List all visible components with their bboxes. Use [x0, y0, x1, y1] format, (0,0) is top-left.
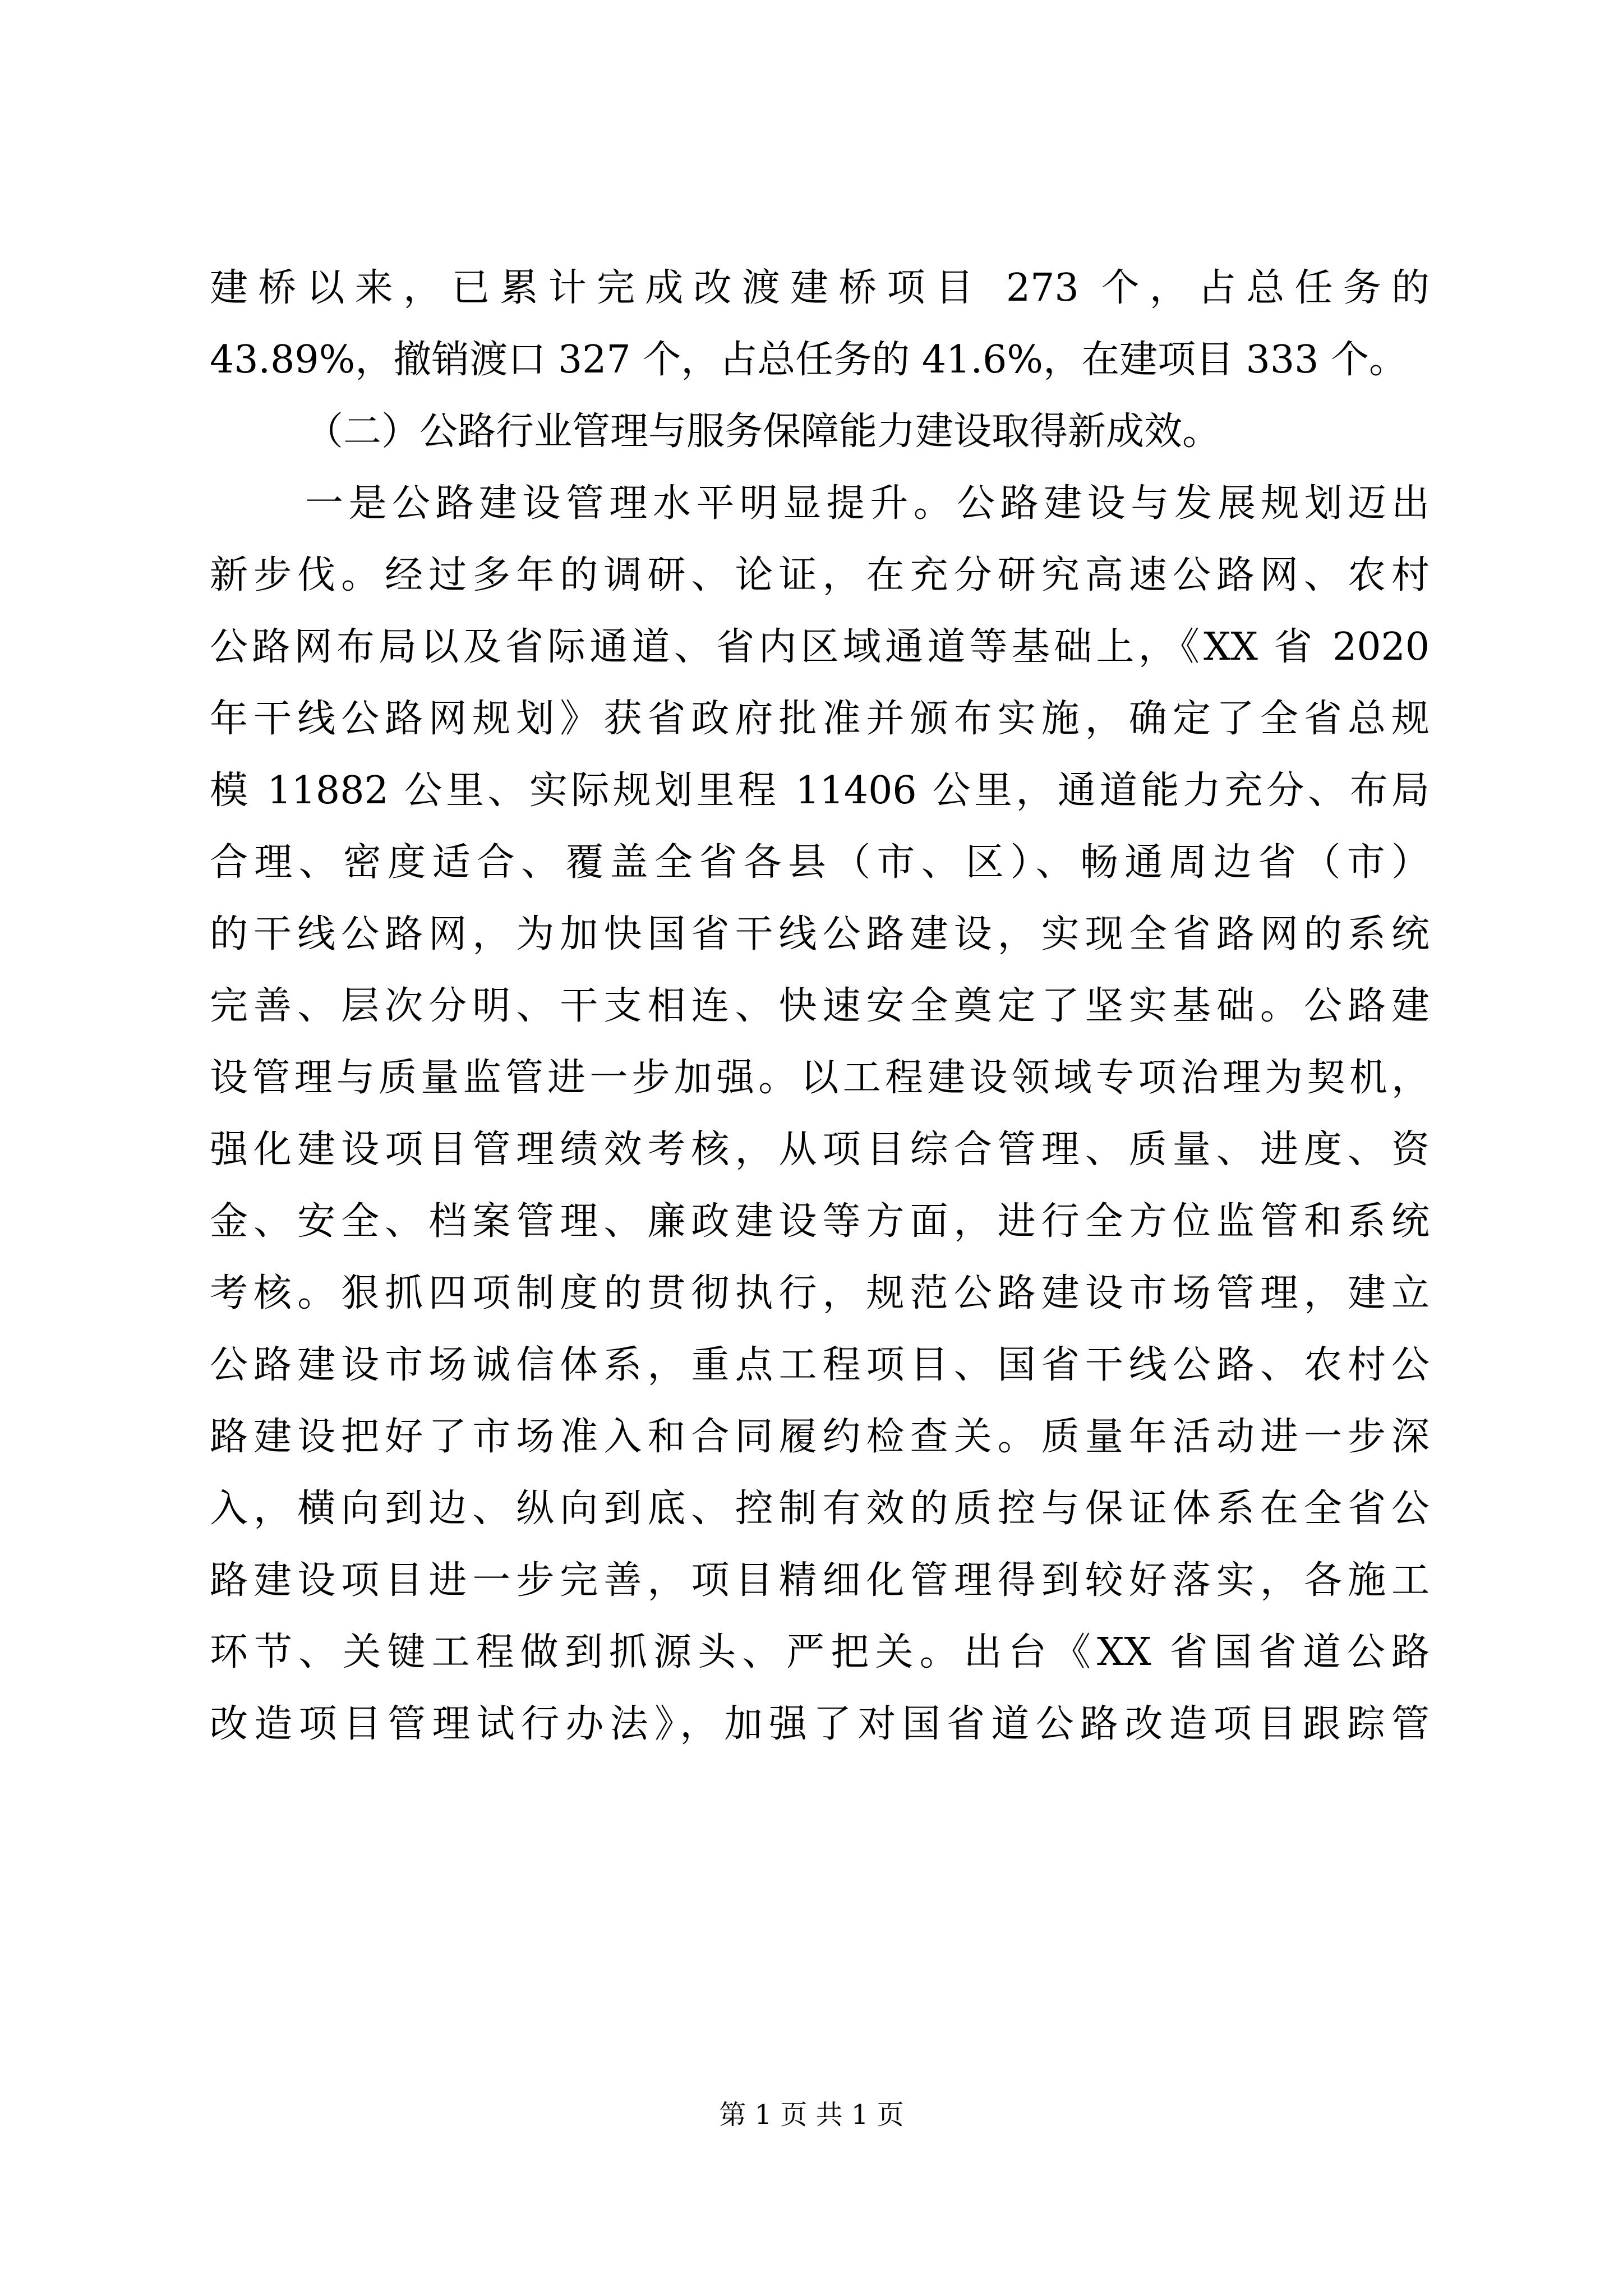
paragraph-first-line: 一是公路建设管理水平明显提升。公路建设与发展规划迈出 [305, 481, 1430, 526]
text-line: 设管理与质量监管进一步加强。以工程建设领域专项治理为契机， [210, 1056, 1430, 1100]
text-line: 入，横向到边、纵向到底、控制有效的质控与保证体系在全省公 [210, 1487, 1430, 1531]
section-heading: （二）公路行业管理与服务保障能力建设取得新成效。 [305, 409, 1221, 454]
text-line: 43.89%，撤销渡口 327 个，占总任务的 41.6%，在建项目 333 个。 [210, 338, 1407, 382]
text-line: 公路网布局以及省际通道、省内区域通道等基础上，《XX 省 2020 [210, 625, 1430, 669]
page-footer: 第 1 页 共 1 页 [719, 2099, 904, 2131]
text-line: 路建设项目进一步完善，项目精细化管理得到较好落实，各施工 [210, 1558, 1430, 1603]
text-line: 模 11882 公里、实际规划里程 11406 公里，通道能力充分、布局 [210, 769, 1430, 813]
document-body [210, 252, 1430, 1760]
text-line: 合理、密度适合、覆盖全省各县（市、区）、畅通周边省（市） [210, 840, 1430, 885]
text-line: 完善、层次分明、干支相连、快速安全奠定了坚实基础。公路建 [210, 984, 1430, 1028]
text-line: 新步伐。经过多年的调研、论证，在充分研究高速公路网、农村 [210, 553, 1430, 597]
text-line: 金、安全、档案管理、廉政建设等方面，进行全方位监管和系统 [210, 1199, 1430, 1244]
text-line: 环节、关键工程做到抓源头、严把关。出台《XX 省国省道公路 [210, 1630, 1430, 1674]
text-line: 建桥以来，已累计完成改渡建桥项目 273 个，占总任务的 [210, 266, 1430, 310]
text-line: 公路建设市场诚信体系，重点工程项目、国省干线公路、农村公 [210, 1343, 1430, 1387]
text-line: 的干线公路网，为加快国省干线公路建设，实现全省路网的系统 [210, 912, 1430, 956]
text-line: 考核。狠抓四项制度的贯彻执行，规范公路建设市场管理，建立 [210, 1271, 1430, 1315]
text-line: 强化建设项目管理绩效考核，从项目综合管理、质量、进度、资 [210, 1128, 1430, 1172]
text-line: 改造项目管理试行办法》，加强了对国省道公路改造项目跟踪管 [210, 1702, 1430, 1746]
text-line: 年干线公路网规划》获省政府批准并颁布实施，确定了全省总规 [210, 697, 1430, 741]
text-line: 路建设把好了市场准入和合同履约检查关。质量年活动进一步深 [210, 1415, 1430, 1459]
